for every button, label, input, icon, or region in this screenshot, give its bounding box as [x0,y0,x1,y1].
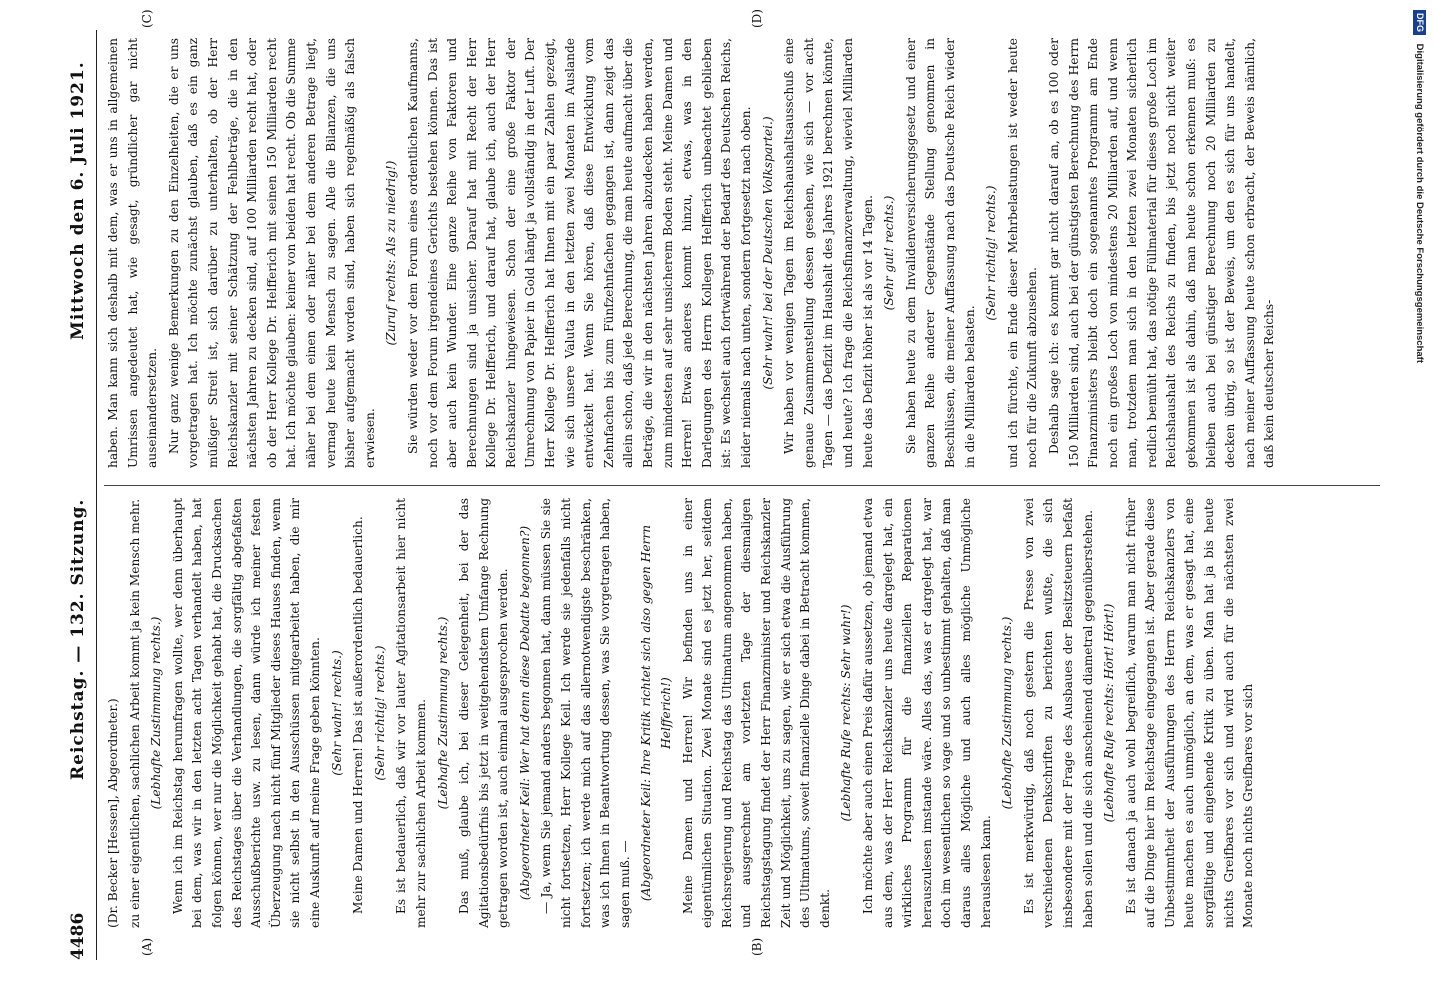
interjection: (Abgeordneter Keil: Ihre Kritik richtet sich also gegen Herrn Helfferich!) [639,524,674,902]
interjection: (Zuruf rechts: Als zu niedrig!) [384,160,399,346]
paragraph: und ich fürchte, ein Ende dieser Mehrbelastungen ist weder heute noch für die Zukunft abzusehen. [1005,38,1040,468]
paragraph: Sie würden weder vor dem Forum eines ordentlichen Kaufmanns, noch vor dem Forum irgendeines Gerichts bestehen können. Das ist aber auch kein Wunder. Eine ganze Reihe von Faktoren und Berechnungen sind ja unsicher. Darauf hat mit Recht der Herr Kollege Dr. Helfferich, und darauf hat, glaube ich, auch der Herr Reichskanzler hingewiesen. Schon der eine große Faktor der Umrechnung von Papier in Gold hängt ja vollständig in der Luft. Der Herr Kollege Dr. Helfferich hat Ihnen mit ein paar Zahlen gezeigt, wie sich unsere Valuta in den letzten zwei Monaten im Auslande entwickelt hat. Wenn Sie hören, daß diese Entwicklung vom Zehnfachen bis zum Fünfzehnfachen gegangen ist, dann zeigt das allein schon, daß jede Berechnung, die man heute aufmacht über die Beträge, die wir in den nächsten Jahren abzudecken haben werden, zum mindesten auf sehr unsicherem Boden steht. Meine Damen und Herren! Etwas anderes kommt hinzu, etwas, was in den Darlegungen des Herrn Kollegen Helfferich unbeachtet geblieben ist: Es wechselt auch fortwährend der Bedarf des Deutschen Reichs, leider niemals nach unten, sondern fortgesetzt nach oben. [405,38,753,468]
interjection: (Sehr richtig! rechts.) [984,185,999,321]
margin-mark-d: (D) [750,9,764,28]
paragraph: Ich möchte aber auch einen Preis dafür aussetzen, ob jemand etwa aus dem, was der Herr Reichskanzler uns heute dargelegt hat, ein wirkliches Programm für die finanziellen Reparationen herauszulesen imstande wäre. Alles das, was er dargelegt hat, war doch im wesentlichen so vage und so unbestimmt gehalten, daß man daraus alles Mögliche und auch alles mögliche Unmögliche herauslesen kann. [860,498,993,928]
page-date: Mittwoch den 6. Juli 1921. [68,61,88,340]
page-number: 4486 [68,912,88,960]
interjection: (Lebhafte Zustimmung rechts.) [1000,616,1015,810]
paragraph: Wir haben vor wenigen Tagen im Reichshaushaltsausschuß eine genaue Zusammenstellung dessen gesehen, wie sich — vor acht Tagen — das Defizit im Haushalt des Jahres 1921 berechnen könnte, und heute? Ich frage die Reichsfinanzverwaltung, wieviel Milliarden heute das Defizit höher ist als vor 14 Tagen. [782,38,875,468]
digitization-credit [1408,10,1430,990]
interjection: (Sehr richtig! rechts.) [372,645,387,781]
paragraph: Meine Damen und Herren! Wir befinden uns in einer eigentümlichen Situation. Zwei Monate sind es jetzt her, seitdem Reichsregierung und Reichstag das Ultimatum angenommen haben, und ausgerechnet am vorletzten Tage der diesmaligen Reichstagstagung findet der Herr Finanzminister und Reichskanzler Zeit und Möglichkeit, uns zu sagen, wie er sich etwa die Ausführung des Ultimatums, soweit finanzielle Dinge dabei in Betracht kommen, denkt. [680,498,832,928]
paragraph: zu einer eigentlichen, sachlichen Arbeit kommt ja kein Mensch mehr. [127,498,142,928]
interjection: (Sehr wahr! rechts.) [329,650,344,776]
margin-mark-c: (C) [140,9,154,28]
interjection: (Sehr gut! rechts.) [882,195,897,311]
paragraph: Es ist bedauerlich, daß wir vor lauter Agitationsarbeit hier nicht mehr zur sachlichen Arbeit kommen. [394,498,428,928]
interjection: (Lebhafte Rufe rechts: Sehr wahr!) [839,604,854,822]
page-title: Reichstag. — 132. Sitzung. [68,498,88,780]
interjection: (Lebhafte Zustimmung rechts.) [435,616,450,810]
paragraph: Sie haben heute zu dem Invalidenversicherungsgesetz und einer ganzen Reihe anderer Gegenstände Stellung genommen in Beschlüssen, die meiner Auffassung nach das Deutsche Reich wieder in die Milliarden belasten. [903,38,977,468]
left-text-column [104,498,1261,928]
dfg-logo: DFG [1413,10,1426,35]
right-text-column [104,38,1282,468]
paragraph: Das muß, glaube ich, bei dieser Gelegenheit, bei der das Agitationsbedürfnis bis jetzt in weitgehendstem Umfange Rechnung getragen worden ist, auch einmal ausgesprochen werden. [457,498,511,928]
page-header [60,30,97,960]
interjection: (Lebhafte Zustimmung rechts.) [149,616,164,810]
margin-mark-a: (A) [140,937,154,956]
paragraph: Wenn ich im Reichstag herumfragen wollte, wer denn überhaupt bei dem, was wir in den letzten acht Tagen verhandelt haben, hat folgen können, wer nur die Möglichkeit gehabt hat, die Drucksachen des Reichstages über die Verhandlungen, die sorgfältig abgefaßten Ausschußberichte usw. zu lesen, dann würde ich meiner festen Überzeugung nach nicht fünf Mitglieder dieses Hauses finden, wenn sie nicht selbst in den Ausschüssen mitgearbeitet haben, die mir eine Auskunft auf meine Frage geben könnten. [170,498,322,928]
paragraph: haben. Man kann sich deshalb mit dem, was er uns in allgemeinen Umrissen angedeutet hat, wie gesagt, gründlicher gar nicht auseinandersetzen. [106,38,160,468]
paragraph: Nur ganz wenige Bemerkungen zu den Einzelheiten, die er uns vorgetragen hat. Ich möchte zunächst glauben, daß es ein ganz müßiger Streit ist, sich darüber zu unterhalten, ob der Herr Reichskanzler mit seiner Schätzung der Fehlbeträge, die in den nächsten Jahren zu decken sind, auf 100 Milliarden recht hat, oder ob der Herr Kollege Dr. Helfferich mit seinen 150 Milliarden recht hat. Ich möchte glauben: keiner von beiden hat recht. Ob die Summe näher bei dem einen oder näher bei dem anderen Betrage liegt, vermag heute kein Mensch zu sagen. Alle die Bilanzen, die uns bisher aufgemacht worden sind, haben sich regelmäßig als falsch erwiesen. [166,38,377,468]
interjection: (Sehr wahr! bei der Deutschen Volkspartei.) [760,116,775,390]
paragraph: Meine Damen und Herren! Das ist außerordentlich bedauerlich. [351,516,366,914]
margin-mark-b: (B) [750,937,764,956]
interjection: (Abgeordneter Keil: Wer hat denn diese Debatte begonnen?) [517,525,532,901]
credit-text: Digitalisierung gefördert durch die Deutsche Forschungsgemeinschaft [1414,43,1425,363]
paragraph: — Ja, wenn Sie jemand anders begonnen hat, dann müssen Sie sie nicht fortsetzen, Herr Kollege Keil. Ich werde sie jedenfalls nicht fortsetzen; ich werde mich auf das allernotwendigste beschränken, was ich Ihnen in Beantwortung dessen, was Sie vorgetragen haben, sagen muß. — [539,498,632,928]
paragraph: (Dr. Becker [Hessen], Abgeordneter.) [106,698,120,928]
paragraph: Deshalb sage ich: es kommt gar nicht darauf an, ob es 100 oder 150 Milliarden sind, auch bei der günstigsten Berechnung des Herrn Finanzministers bleibt doch ein sogenanntes Programm am Ende noch ein großes Loch von mindestens 20 Milliarden auf, und wenn man, trotzdem man sich in den letzten zwei Monaten sicherlich redlich bemüht hat, das nötige Füllmaterial für dieses große Loch im Reichshaushalt des Reichs zu finden, bis jetzt noch nicht weiter gekommen ist als dahin, daß man heute schon erkennen muß: es bleiben auch bei günstiger Berechnung noch 20 Milliarden zu decken übrig, so ist der Beweis, um den es sich für uns handelt, nach meiner Auffassung heute schon erbracht, der Beweis nämlich, daß kein deutscher Reichs- [1046,38,1277,468]
interjection: (Lebhafte Rufe rechts: Hört! Hört!) [1102,603,1117,823]
paragraph: Es ist danach ja auch wohl begreiflich, warum man nicht früher auf die Dinge hier im Reichstage eingegangen ist. Aber gerade diese Unbestimmtheit der Ausführungen des Herrn Reichskanzlers von heute machen es auch unmöglich, an dem, was er gesagt hat, eine sorgfältige und eingehende Kritik zu üben. Man hat ja bis heute nichts Greifbares vor sich und wird auch für die nächsten zwei Monate noch nichts Greifbares vor sich [1123,498,1256,928]
column-divider [104,485,1380,486]
paragraph: Es ist merkwürdig, daß noch gestern die Presse von zwei verschiedenen Denkschriften zu berichten wußte, die sich insbesondere mit der Frage des Ausbaues der Besitzsteuern befaßt haben sollen und die sich anscheinend diametral gegenüberstehen. [1021,498,1095,928]
